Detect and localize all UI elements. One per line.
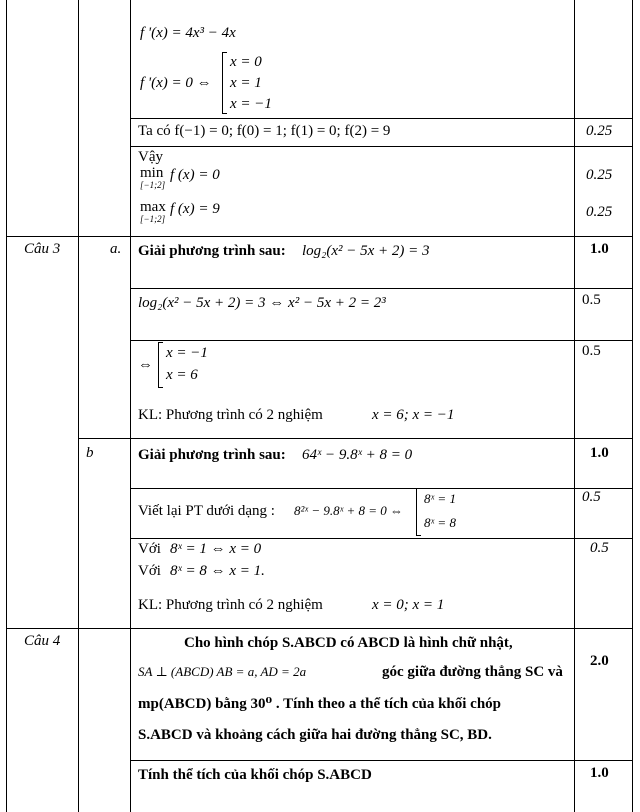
score: 0.5 (582, 343, 601, 359)
col-content-divider (130, 0, 131, 812)
roots-bracket (158, 342, 163, 388)
score: 0.5 (582, 489, 601, 505)
table-border-left-upper (6, 0, 7, 236)
case-label: Với (138, 541, 161, 557)
problem-line-3: mp(ABCD) bằng 30⁰ . Tính theo a thể tích của khối chóp (138, 696, 502, 712)
roots-bracket (416, 488, 421, 536)
problem-line-2-text: góc giữa đường thẳng SC và (382, 664, 563, 680)
conclusion-math: x = 6; x = −1 (372, 407, 455, 423)
row-line (130, 340, 632, 341)
derivative-formula: f '(x) = 4x³ − 4x (140, 25, 236, 41)
conclusion-text: KL: Phương trình có 2 nghiệm (138, 407, 323, 423)
score: 0.25 (586, 167, 613, 183)
part-a-step1: log₂(x² − 5x + 2) = 3 ⇔ x² − 5x + 2 = 2³ (138, 295, 386, 311)
question-label: Câu 3 (24, 241, 61, 257)
row-line (130, 146, 632, 147)
max-range: [−1;2] (140, 214, 166, 224)
score: 1.0 (590, 241, 609, 257)
part-b-equation: 64ˣ − 9.8ˣ + 8 = 0 (302, 447, 413, 463)
col-score-divider (574, 0, 575, 812)
root-1: x = 1 (230, 75, 262, 91)
derivative-zero: f '(x) = 0 ⇔ (140, 75, 212, 91)
part-b-heading: Giải phương trình sau: (138, 447, 286, 463)
min-range: [−1;2] (140, 180, 166, 190)
root-0: 8ˣ = 1 (424, 491, 456, 506)
table-border-left (6, 236, 7, 812)
score: 2.0 (590, 653, 609, 669)
part-a-equation: log₂(x² − 5x + 2) = 3 (302, 243, 430, 259)
conclusion-label: Vậy (138, 149, 163, 165)
score: 0.5 (582, 292, 601, 308)
problem-line-1: Cho hình chóp S.ABCD có ABCD là hình chữ nhật, (184, 635, 513, 651)
conclusion-text: KL: Phương trình có 2 nghiệm (138, 597, 323, 613)
part-label: a. (110, 241, 122, 257)
col-sub-divider (78, 0, 79, 812)
row-line (78, 438, 632, 439)
case-label: Với (138, 563, 161, 579)
score: 1.0 (590, 445, 609, 461)
case-math: 8ˣ = 8 ⇔ x = 1. (170, 563, 265, 579)
max-label: max (140, 199, 166, 215)
row-line (130, 760, 632, 761)
problem-line-4: S.ABCD và khoảng cách giữa hai đường thẳng SC, BD. (138, 727, 492, 743)
score: 0.25 (586, 204, 613, 220)
part-a-heading: Giải phương trình sau: (138, 243, 286, 259)
rewrite-text: Viết lại PT dưới dạng : (138, 503, 275, 519)
score: 1.0 (590, 765, 609, 781)
row-line (130, 288, 632, 289)
question-label: Câu 4 (24, 633, 61, 649)
conclusion-math: x = 0; x = 1 (372, 597, 445, 613)
equivalence-arrow: ⇔ (138, 357, 153, 373)
table-border-right (632, 0, 633, 812)
roots-bracket (222, 52, 227, 114)
row-line (6, 236, 632, 237)
max-value: f (x) = 9 (170, 201, 220, 217)
function-values: Ta có f(−1) = 0; f(0) = 1; f(1) = 0; f(2) = 9 (138, 123, 391, 139)
sub-question-heading: Tính thể tích của khối chóp S.ABCD (138, 767, 372, 783)
root-0: x = 0 (230, 54, 262, 70)
score: 0.5 (590, 540, 609, 556)
root-2: x = −1 (230, 96, 272, 112)
row-line (130, 488, 632, 489)
root-0: x = −1 (166, 345, 208, 361)
min-label: min (140, 165, 164, 181)
problem-line-2-math: SA ⊥ (ABCD) AB = a, AD = 2a (138, 664, 307, 679)
row-line (130, 538, 632, 539)
part-label: b (86, 445, 94, 461)
rewrite-math: 8²ˣ − 9.8ˣ + 8 = 0 ⇔ (294, 503, 404, 518)
row-line (6, 628, 632, 629)
root-1: x = 6 (166, 367, 198, 383)
score: 0.25 (586, 123, 613, 139)
root-1: 8ˣ = 8 (424, 515, 456, 530)
row-line (130, 118, 632, 119)
case-math: 8ˣ = 1 ⇔ x = 0 (170, 541, 262, 557)
min-value: f (x) = 0 (170, 167, 220, 183)
